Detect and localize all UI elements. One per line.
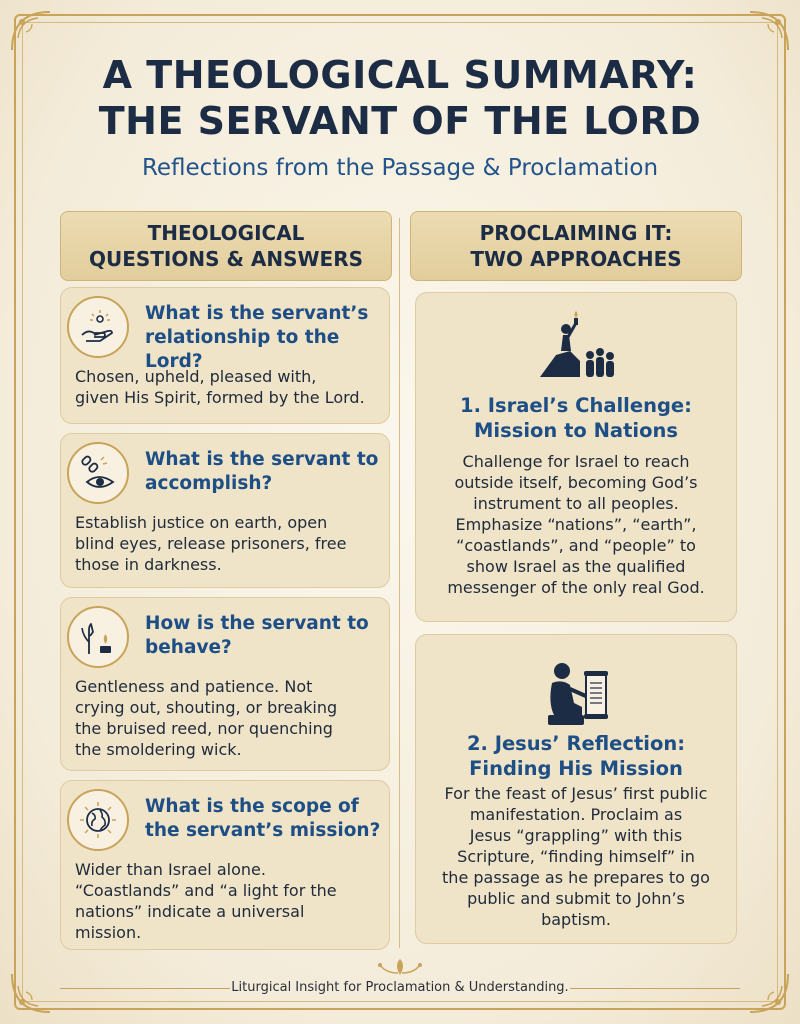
question-line: accomplish? xyxy=(145,473,273,494)
footer-rule xyxy=(570,988,740,989)
corner-flourish-icon xyxy=(8,970,54,1016)
approach-body-line: manifestation. Proclaim as xyxy=(469,805,683,824)
approach-body-line: messenger of the only real God. xyxy=(447,578,705,597)
question-text xyxy=(145,448,381,496)
answer-line: Wider than Israel alone. xyxy=(75,860,266,879)
header-line: QUESTIONS & ANSWERS xyxy=(88,247,364,271)
approach-title-line: 1. Israel’s Challenge: xyxy=(460,394,692,417)
question-line: relationship to the Lord? xyxy=(145,327,340,372)
approach-body-line: public and submit to John’s xyxy=(467,889,685,908)
answer-line: given His Spirit, formed by the Lord. xyxy=(75,388,365,407)
broken-chain-eye-icon xyxy=(67,442,129,504)
answer-line: the bruised reed, nor quenching xyxy=(75,719,333,738)
question-text xyxy=(145,302,381,374)
qa-card-relationship xyxy=(60,287,390,424)
answer-line: crying out, shouting, or breaking xyxy=(75,698,338,717)
answer-line: mission. xyxy=(75,923,142,942)
title-line: A THEOLOGICAL SUMMARY: xyxy=(102,53,698,97)
approach-title xyxy=(416,393,736,443)
approach-body xyxy=(424,451,728,598)
column-divider xyxy=(399,218,400,948)
answer-text xyxy=(75,512,381,575)
approach-card-jesus xyxy=(415,634,737,944)
page-title xyxy=(30,52,770,144)
approach-title-line: 2. Jesus’ Reflection: xyxy=(466,732,686,755)
qa-card-scope xyxy=(60,780,390,950)
approach-body-line: “coastlands”, and “people” to xyxy=(456,536,696,555)
footer-ornament-icon xyxy=(372,957,428,977)
title-line: THE SERVANT OF THE LORD xyxy=(98,99,702,143)
question-line: What is the servant to xyxy=(145,449,379,470)
page-subtitle: Reflections from the Passage & Proclamation xyxy=(141,155,659,181)
corner-flourish-icon xyxy=(746,8,792,54)
answer-line: “Coastlands” and “a light for the xyxy=(75,881,337,900)
hand-light-icon xyxy=(67,296,129,358)
approach-body-line: the passage as he prepares to go xyxy=(442,868,710,887)
corner-flourish-icon xyxy=(746,970,792,1016)
header-line: THEOLOGICAL xyxy=(147,221,305,245)
answer-line: nations” indicate a universal xyxy=(75,902,305,921)
approach-title-line: Finding His Mission xyxy=(469,757,683,780)
answer-text xyxy=(75,859,381,943)
questions-header xyxy=(60,211,392,281)
qa-card-accomplish xyxy=(60,433,390,588)
approach-body-line: baptism. xyxy=(541,910,611,929)
footer-text: Liturgical Insight for Proclamation & Understanding. xyxy=(230,977,570,999)
question-line: What is the scope of xyxy=(145,796,359,817)
approach-body-line: Emphasize “nations”, “earth”, xyxy=(455,515,697,534)
approach-body-line: Jesus “grappling” with this xyxy=(469,826,683,845)
reader-scroll-icon xyxy=(534,659,624,731)
approach-body-line: For the feast of Jesus’ first public xyxy=(444,784,708,803)
question-text xyxy=(145,795,381,843)
corner-flourish-icon xyxy=(8,8,54,54)
header-line: TWO APPROACHES xyxy=(470,247,682,271)
approach-body-line: Challenge for Israel to reach xyxy=(462,452,690,471)
answer-line: Gentleness and patience. Not xyxy=(75,677,313,696)
answer-line: Establish justice on earth, open xyxy=(75,513,328,532)
answer-line: those in darkness. xyxy=(75,555,222,574)
header-line: PROCLAIMING IT: xyxy=(479,221,673,245)
question-line: How is the servant to xyxy=(145,613,369,634)
answer-text xyxy=(75,676,381,760)
answer-line: blind eyes, release prisoners, free xyxy=(75,534,347,553)
torch-bearer-crowd-icon xyxy=(536,311,620,381)
approaches-header xyxy=(410,211,742,281)
answer-line: Chosen, upheld, pleased with, xyxy=(75,367,317,386)
approach-title-line: Mission to Nations xyxy=(474,419,678,442)
approach-body-line: instrument to all peoples. xyxy=(473,494,679,513)
question-text xyxy=(145,612,381,660)
approach-body xyxy=(424,783,728,930)
approach-title xyxy=(416,731,736,781)
reed-candle-icon xyxy=(67,606,129,668)
footer-rule xyxy=(60,988,230,989)
approach-card-israel xyxy=(415,292,737,622)
question-line: the servant’s mission? xyxy=(145,820,381,841)
answer-line: the smoldering wick. xyxy=(75,740,242,759)
approach-body-line: outside itself, becoming God’s xyxy=(454,473,698,492)
globe-icon xyxy=(67,789,129,851)
question-line: behave? xyxy=(145,637,232,658)
answer-text xyxy=(75,366,381,408)
approach-body-line: Scripture, “finding himself” in xyxy=(457,847,695,866)
approach-body-line: show Israel as the qualified xyxy=(466,557,686,576)
question-line: What is the servant’s xyxy=(145,303,369,324)
qa-card-behave xyxy=(60,597,390,771)
